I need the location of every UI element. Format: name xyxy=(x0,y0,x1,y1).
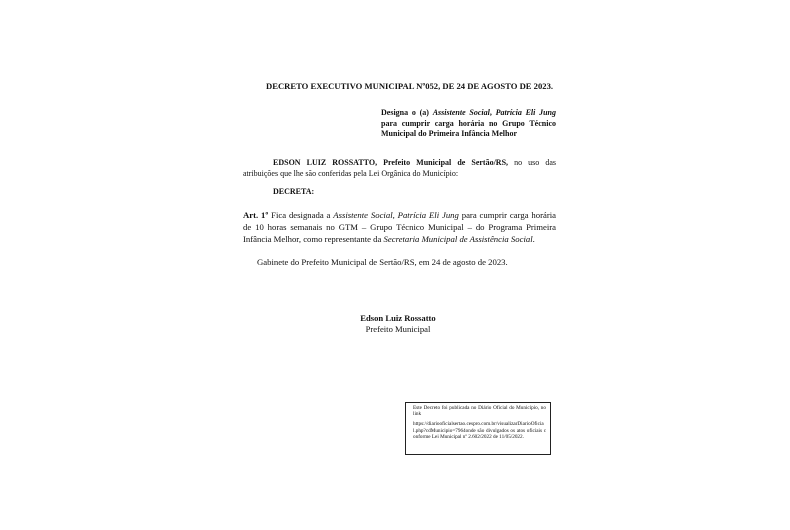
article-secretaria: Secretaria Municipal de Assistência Social xyxy=(383,234,533,244)
gabinete-line: Gabinete do Prefeito Municipal de Sertão/RS, em 24 de agosto de 2023. xyxy=(257,257,508,267)
decreta-heading: DECRETA: xyxy=(273,187,315,196)
summary-suffix: para cumprir carga horária no Grupo Técnico Municipal do Primeira Infância Melhor xyxy=(381,118,556,138)
preamble-authority: EDSON LUIZ ROSSATTO, Prefeito Municipal de Sertão/RS, xyxy=(273,158,509,167)
article-1 xyxy=(243,209,556,245)
article-sep: , xyxy=(392,210,398,220)
stamp-link[interactable]: https://diariooficialsertao.cespro.com.br/visualizarDiarioOficial.php?cdMunicipio=7964 xyxy=(413,421,544,434)
article-label: Art. 1º xyxy=(243,210,269,220)
publication-stamp xyxy=(405,402,551,455)
summary-sep: , xyxy=(489,108,496,117)
article-text-2: para cumprir carga horária de 10 horas semanais no GTM – Grupo Técnico Municipal – do Programa Primeira Infância Melhor, como representante da xyxy=(243,210,557,244)
preamble-text: no uso das atribuições que lhe são conferidas pela Lei Orgânica do Município: xyxy=(243,158,557,178)
signature-role: Prefeito Municipal xyxy=(365,324,431,334)
summary-prefix: Designa o (a) xyxy=(381,108,433,117)
stamp-text-1: Este Decreto foi publicada no Diário Oficial do Município, no link xyxy=(413,405,546,418)
article-person: Patrícia Eli Jung xyxy=(397,210,459,220)
summary-person: Patrícia Eli Jung xyxy=(495,108,557,117)
summary-role: Assistente Social xyxy=(432,108,490,117)
stamp-text-2: onde são divulgados os atos oficiais conforme Lei Municipal nº 2.602/2022 de 11/05/2022. xyxy=(413,427,546,440)
decree-title: DECRETO EXECUTIVO MUNICIPAL Nº052, DE 24 DE AGOSTO DE 2023. xyxy=(266,81,554,91)
article-end: . xyxy=(532,234,535,244)
decree-summary xyxy=(381,108,556,140)
article-text-1: Fica designada a xyxy=(268,210,334,220)
decree-preamble xyxy=(243,157,556,179)
article-role: Assistente Social xyxy=(333,210,393,220)
signature-name: Edson Luiz Rossatto xyxy=(360,313,436,323)
stamp-link-paragraph xyxy=(413,421,546,440)
